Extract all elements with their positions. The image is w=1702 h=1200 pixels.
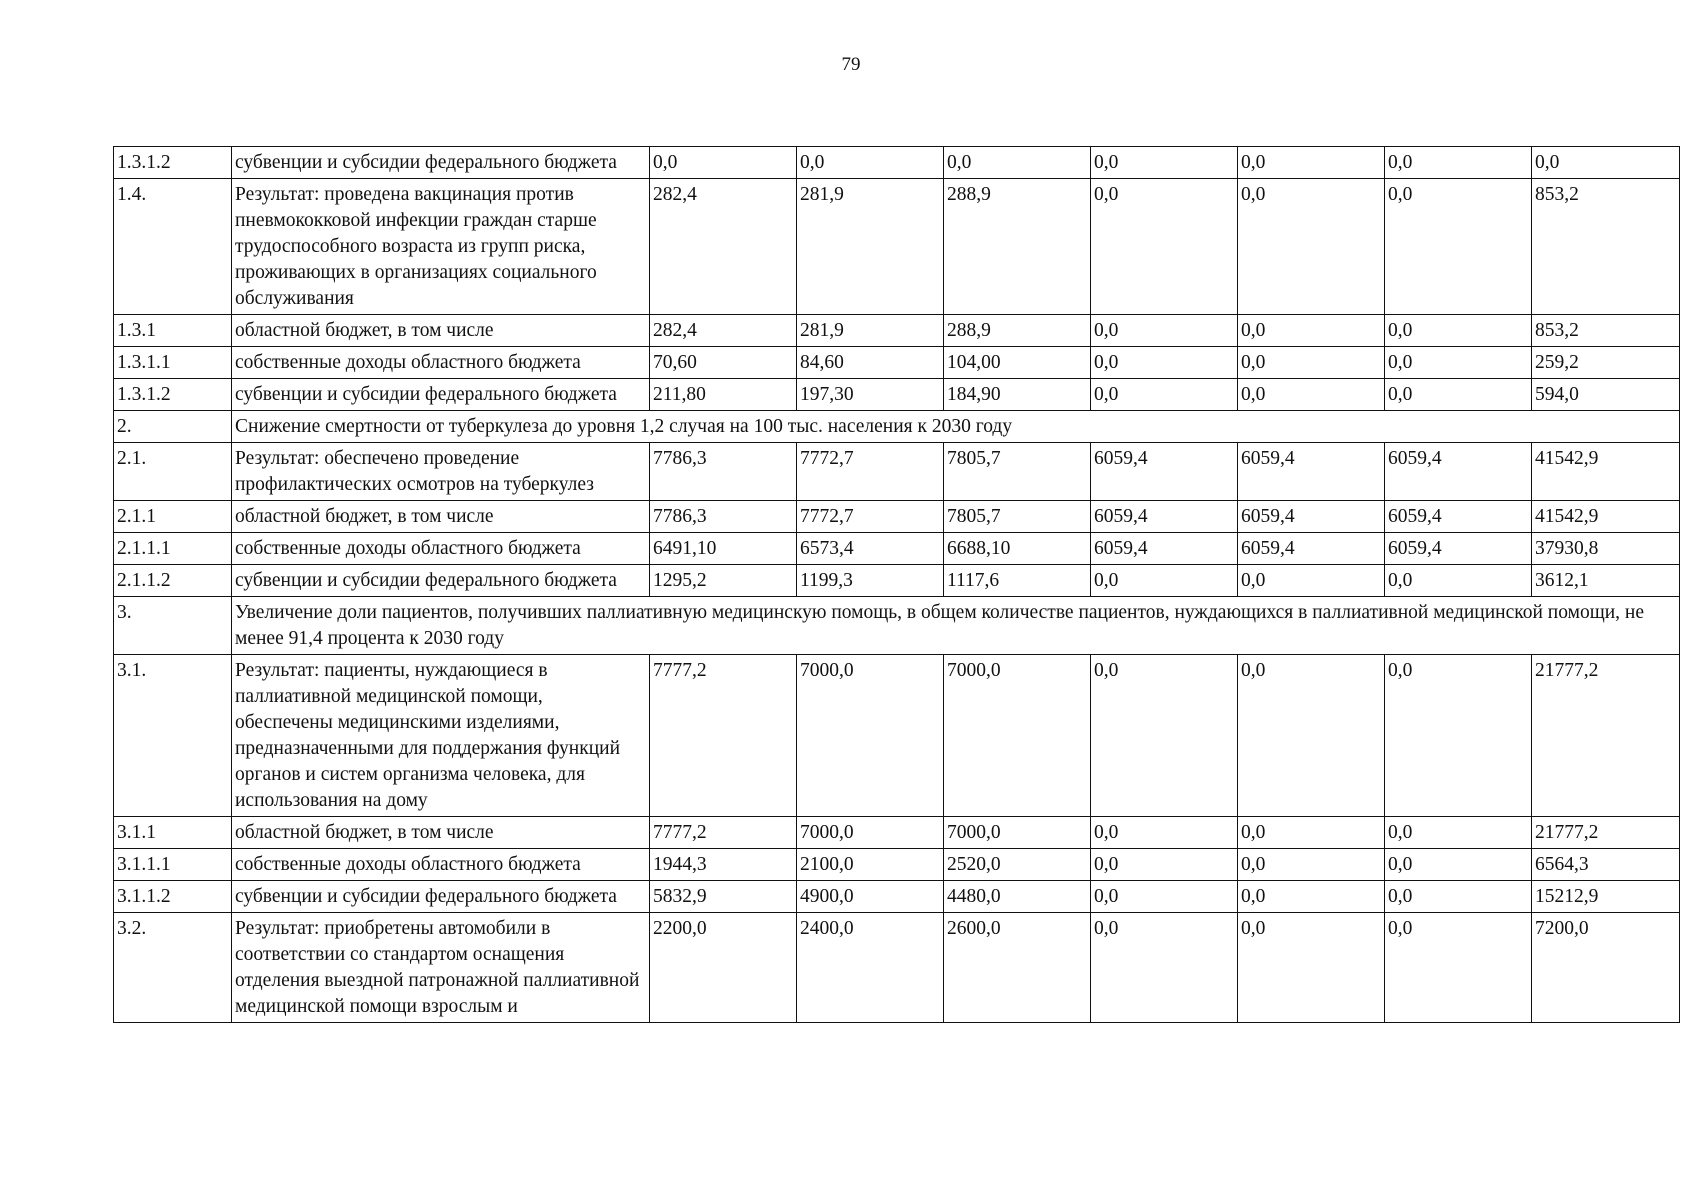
total-cell: 6564,3 — [1532, 849, 1680, 881]
row-description: субвенции и субсидии федерального бюджета — [232, 147, 650, 179]
value-cell: 6059,4 — [1091, 443, 1238, 501]
value-cell: 6573,4 — [797, 533, 944, 565]
total-cell: 3612,1 — [1532, 565, 1680, 597]
value-cell: 0,0 — [1091, 565, 1238, 597]
value-cell: 0,0 — [1091, 379, 1238, 411]
row-description: собственные доходы областного бюджета — [232, 347, 650, 379]
value-cell: 6059,4 — [1238, 533, 1385, 565]
value-cell: 7772,7 — [797, 501, 944, 533]
value-cell: 4900,0 — [797, 881, 944, 913]
total-cell: 0,0 — [1532, 147, 1680, 179]
row-code: 1.3.1 — [114, 315, 232, 347]
row-description: областной бюджет, в том числе — [232, 501, 650, 533]
value-cell: 70,60 — [650, 347, 797, 379]
table-row — [114, 655, 1680, 817]
value-cell: 6059,4 — [1238, 443, 1385, 501]
value-cell: 288,9 — [944, 179, 1091, 315]
value-cell: 1944,3 — [650, 849, 797, 881]
total-cell: 7200,0 — [1532, 913, 1680, 1023]
value-cell: 184,90 — [944, 379, 1091, 411]
value-cell: 6688,10 — [944, 533, 1091, 565]
row-description: субвенции и субсидии федерального бюджета — [232, 565, 650, 597]
total-cell: 594,0 — [1532, 379, 1680, 411]
value-cell: 0,0 — [1385, 379, 1532, 411]
table-row — [114, 147, 1680, 179]
value-cell: 2100,0 — [797, 849, 944, 881]
row-description: Результат: проведена вакцинация против пневмококковой инфекции граждан старше трудоспособного возраста из групп риска, проживающих в организациях социального обслуживания — [232, 179, 650, 315]
value-cell: 0,0 — [1091, 849, 1238, 881]
table-row — [114, 379, 1680, 411]
value-cell: 0,0 — [1385, 913, 1532, 1023]
total-cell: 259,2 — [1532, 347, 1680, 379]
value-cell: 84,60 — [797, 347, 944, 379]
value-cell: 0,0 — [1385, 565, 1532, 597]
value-cell: 2400,0 — [797, 913, 944, 1023]
row-description: Результат: приобретены автомобили в соответствии со стандартом оснащения отделения выездной патронажной паллиативной медицинской помощи взрослым и — [232, 913, 650, 1023]
value-cell: 7777,2 — [650, 817, 797, 849]
row-code: 1.3.1.2 — [114, 147, 232, 179]
value-cell: 0,0 — [1238, 379, 1385, 411]
value-cell: 2600,0 — [944, 913, 1091, 1023]
row-code: 2.1.1.2 — [114, 565, 232, 597]
value-cell: 211,80 — [650, 379, 797, 411]
value-cell: 0,0 — [797, 147, 944, 179]
row-code: 2.1. — [114, 443, 232, 501]
row-code: 3. — [114, 597, 232, 655]
total-cell: 21777,2 — [1532, 655, 1680, 817]
value-cell: 0,0 — [1238, 849, 1385, 881]
value-cell: 7772,7 — [797, 443, 944, 501]
row-description: субвенции и субсидии федерального бюджета — [232, 881, 650, 913]
value-cell: 0,0 — [1091, 655, 1238, 817]
row-description: областной бюджет, в том числе — [232, 817, 650, 849]
value-cell: 0,0 — [1385, 179, 1532, 315]
page-number: 79 — [841, 54, 861, 75]
row-description: Результат: обеспечено проведение профилактических осмотров на туберкулез — [232, 443, 650, 501]
value-cell: 6491,10 — [650, 533, 797, 565]
value-cell: 7000,0 — [797, 655, 944, 817]
value-cell: 282,4 — [650, 179, 797, 315]
value-cell: 0,0 — [1238, 817, 1385, 849]
table-row — [114, 443, 1680, 501]
value-cell: 0,0 — [1385, 817, 1532, 849]
value-cell: 7786,3 — [650, 501, 797, 533]
value-cell: 4480,0 — [944, 881, 1091, 913]
goal-row — [114, 411, 1680, 443]
table-row — [114, 913, 1680, 1023]
total-cell: 853,2 — [1532, 179, 1680, 315]
row-description: субвенции и субсидии федерального бюджета — [232, 379, 650, 411]
total-cell: 37930,8 — [1532, 533, 1680, 565]
value-cell: 0,0 — [1385, 147, 1532, 179]
row-code: 3.1.1.1 — [114, 849, 232, 881]
value-cell: 0,0 — [1385, 881, 1532, 913]
value-cell: 6059,4 — [1385, 501, 1532, 533]
value-cell: 2200,0 — [650, 913, 797, 1023]
row-code: 3.1.1 — [114, 817, 232, 849]
value-cell: 2520,0 — [944, 849, 1091, 881]
row-code: 3.2. — [114, 913, 232, 1023]
value-cell: 0,0 — [1238, 913, 1385, 1023]
row-code: 2.1.1 — [114, 501, 232, 533]
value-cell: 281,9 — [797, 315, 944, 347]
value-cell: 197,30 — [797, 379, 944, 411]
goal-row — [114, 597, 1680, 655]
table-row — [114, 533, 1680, 565]
row-description: областной бюджет, в том числе — [232, 315, 650, 347]
value-cell: 281,9 — [797, 179, 944, 315]
goal-description: Снижение смертности от туберкулеза до уровня 1,2 случая на 100 тыс. населения к 2030 году — [232, 411, 1680, 443]
value-cell: 0,0 — [1385, 849, 1532, 881]
value-cell: 6059,4 — [1091, 533, 1238, 565]
value-cell: 5832,9 — [650, 881, 797, 913]
table-row — [114, 501, 1680, 533]
row-code: 1.3.1.2 — [114, 379, 232, 411]
value-cell: 282,4 — [650, 315, 797, 347]
total-cell: 15212,9 — [1532, 881, 1680, 913]
value-cell: 0,0 — [1238, 347, 1385, 379]
value-cell: 0,0 — [944, 147, 1091, 179]
value-cell: 1117,6 — [944, 565, 1091, 597]
value-cell: 104,00 — [944, 347, 1091, 379]
value-cell: 0,0 — [1091, 913, 1238, 1023]
table-row — [114, 315, 1680, 347]
row-description: собственные доходы областного бюджета — [232, 849, 650, 881]
row-code: 2. — [114, 411, 232, 443]
value-cell: 7777,2 — [650, 655, 797, 817]
row-code: 1.3.1.1 — [114, 347, 232, 379]
value-cell: 7000,0 — [944, 655, 1091, 817]
total-cell: 21777,2 — [1532, 817, 1680, 849]
table-row — [114, 565, 1680, 597]
row-code: 3.1. — [114, 655, 232, 817]
value-cell: 6059,4 — [1238, 501, 1385, 533]
value-cell: 0,0 — [1091, 347, 1238, 379]
budget-table — [113, 146, 1680, 1023]
value-cell: 7805,7 — [944, 501, 1091, 533]
value-cell: 0,0 — [1238, 565, 1385, 597]
value-cell: 1295,2 — [650, 565, 797, 597]
table-row — [114, 849, 1680, 881]
row-description: Результат: пациенты, нуждающиеся в паллиативной медицинской помощи, обеспечены медицинскими изделиями, предназначенными для поддержания функций органов и систем организма человека, для использования на дому — [232, 655, 650, 817]
value-cell: 0,0 — [1238, 655, 1385, 817]
table-body — [114, 147, 1680, 1023]
row-code: 2.1.1.1 — [114, 533, 232, 565]
value-cell: 7000,0 — [944, 817, 1091, 849]
value-cell: 0,0 — [650, 147, 797, 179]
row-description: собственные доходы областного бюджета — [232, 533, 650, 565]
table-row — [114, 179, 1680, 315]
value-cell: 1199,3 — [797, 565, 944, 597]
row-code: 3.1.1.2 — [114, 881, 232, 913]
value-cell: 0,0 — [1091, 315, 1238, 347]
goal-description: Увеличение доли пациентов, получивших паллиативную медицинскую помощь, в общем количестве пациентов, нуждающихся в паллиативной медицинской помощи, не менее 91,4 процента к 2030 году — [232, 597, 1680, 655]
value-cell: 0,0 — [1385, 655, 1532, 817]
value-cell: 6059,4 — [1091, 501, 1238, 533]
value-cell: 6059,4 — [1385, 443, 1532, 501]
value-cell: 0,0 — [1385, 347, 1532, 379]
value-cell: 0,0 — [1385, 315, 1532, 347]
value-cell: 0,0 — [1238, 179, 1385, 315]
value-cell: 7805,7 — [944, 443, 1091, 501]
value-cell: 0,0 — [1091, 147, 1238, 179]
value-cell: 7786,3 — [650, 443, 797, 501]
table-row — [114, 817, 1680, 849]
value-cell: 0,0 — [1238, 147, 1385, 179]
value-cell: 0,0 — [1091, 881, 1238, 913]
value-cell: 6059,4 — [1385, 533, 1532, 565]
value-cell: 7000,0 — [797, 817, 944, 849]
total-cell: 41542,9 — [1532, 501, 1680, 533]
total-cell: 41542,9 — [1532, 443, 1680, 501]
total-cell: 853,2 — [1532, 315, 1680, 347]
value-cell: 0,0 — [1091, 817, 1238, 849]
table-row — [114, 881, 1680, 913]
value-cell: 288,9 — [944, 315, 1091, 347]
value-cell: 0,0 — [1091, 179, 1238, 315]
row-code: 1.4. — [114, 179, 232, 315]
table-row — [114, 347, 1680, 379]
value-cell: 0,0 — [1238, 315, 1385, 347]
value-cell: 0,0 — [1238, 881, 1385, 913]
